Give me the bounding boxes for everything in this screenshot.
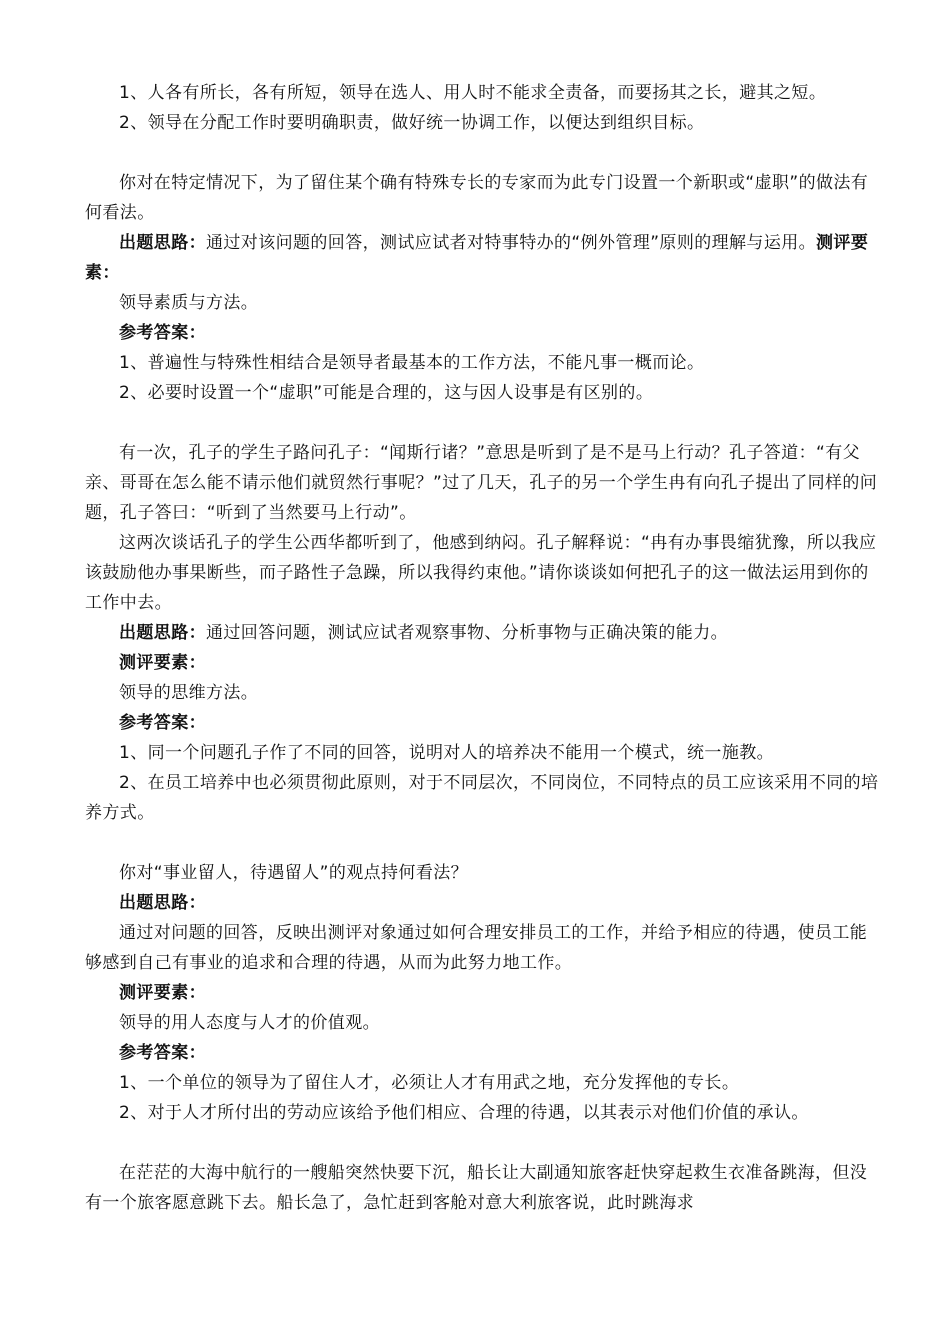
answer-label: 参考答案： [119,713,206,733]
question-text: 你对在特定情况下，为了留住某个确有特殊专长的专家而为此专门设置一个新职或“虚职”的做法有何看法。 [85,173,869,223]
question-text: 在茫茫的大海中航行的一艘船突然快要下沉，船长让大副通知旅客赶快穿起救生衣准备跳海，但没有一个旅客愿意跳下去。船长急了，急忙赶到客舱对意大利旅客说，此时跳海求 [85,1163,868,1213]
question-text: 这两次谈话孔子的学生公西华都听到了，他感到纳闷。孔子解释说：“冉有办事畏缩犹豫，所以我应该鼓励他办事果断些，而子路性子急躁，所以我得约束他。”请你谈谈如何把孔子的这一做法运用到你的工作中去。 [85,533,877,613]
answer-item: 1、普遍性与特殊性相结合是领导者最基本的工作方法，不能凡事一概而论。 [119,353,705,373]
idea-label: 出题思路： [119,233,206,253]
eval-text: 领导素质与方法。 [119,293,259,313]
question-text: 你对“事业留人，待遇留人”的观点持何看法？ [119,863,469,883]
paragraph: 1、人各有所长，各有所短，领导在选人、用人时不能求全责备，而要扬其之长，避其之短。 [119,83,827,103]
answer-label: 参考答案： [119,323,206,343]
idea-text: 通过对该问题的回答，测试应试者对特事特办的“例外管理”原则的理解与运用。 [206,233,817,253]
eval-label: 测评要素： [119,653,206,673]
answer-label: 参考答案： [119,1043,206,1063]
idea-paragraph [85,618,880,648]
spacer [85,1128,880,1158]
idea-text: 通过回答问题，测试应试者观察事物、分析事物与正确决策的能力。 [206,623,728,643]
idea-text: 通过对问题的回答，反映出测评对象通过如何合理安排员工的工作，并给予相应的待遇，使员工能够感到自己有事业的追求和合理的待遇，从而为此努力地工作。 [85,923,868,973]
answer-item: 1、同一个问题孔子作了不同的回答，说明对人的培养决不能用一个模式，统一施教。 [119,743,775,763]
paragraph: 2、领导在分配工作时要明确职责，做好统一协调工作，以便达到组织目标。 [119,113,705,133]
answer-item: 2、必要时设置一个“虚职”可能是合理的，这与因人设事是有区别的。 [119,383,654,403]
answer-item: 1、一个单位的领导为了留住人才，必须让人才有用武之地，充分发挥他的专长。 [119,1073,740,1093]
eval-text: 领导的思维方法。 [119,683,259,703]
spacer [85,828,880,858]
idea-paragraph [85,228,880,288]
eval-label: 测评要素： [119,983,206,1003]
answer-item: 2、对于人才所付出的劳动应该给予他们相应、合理的待遇，以其表示对他们价值的承认。 [119,1103,809,1123]
eval-label: 测评要素： [85,233,869,283]
spacer [85,138,880,168]
eval-text: 领导的用人态度与人才的价值观。 [119,1013,380,1033]
answer-item: 2、在员工培养中也必须贯彻此原则，对于不同层次，不同岗位，不同特点的员工应该采用不同的培养方式。 [85,773,879,823]
idea-label: 出题思路： [119,623,206,643]
question-text: 有一次，孔子的学生子路问孔子：“闻斯行诸？”意思是听到了是不是马上行动？孔子答道：“有父亲、哥哥在怎么能不请示他们就贸然行事呢？”过了几天，孔子的另一个学生冉有向孔子提出了同样的问题，孔子答曰：“听到了当然要马上行动”。 [85,443,878,523]
spacer [85,408,880,438]
idea-label: 出题思路： [119,893,206,913]
